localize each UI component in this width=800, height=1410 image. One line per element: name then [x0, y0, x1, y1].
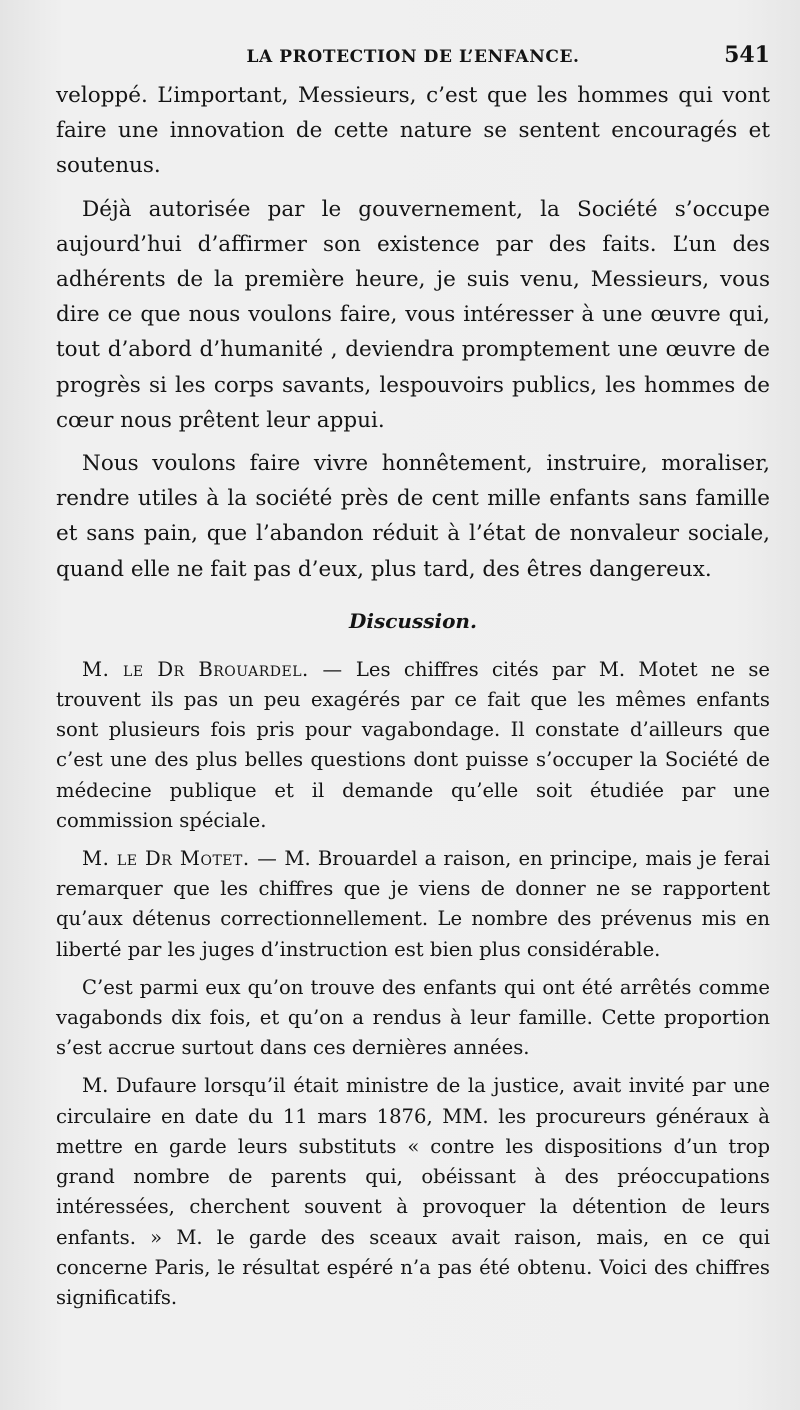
discussion-heading: Discussion. — [349, 608, 477, 633]
speaker-brouardel: M. le Dr Brouardel. — — [82, 657, 343, 681]
page-header — [56, 42, 770, 78]
discussion-paragraph-dufaure: M. Dufaure lorsqu’il était ministre de la justice, avait invité par une circulaire en date du 11 mars 1876, MM. les procureurs généraux à mettre en garde leurs substituts « contre les dispositions d’un trop grand nombre de parents qui, obéissant à des préoccupations intéressées, cherchent souvent à provoquer la détention de leurs enfants. » M. le garde des sceaux avait raison, mais, en ce qui concerne Paris, le résultat espéré n’a pas été obtenu. Voici des chiffres significatifs. — [56, 1074, 770, 1309]
speaker-motet: M. le Dr Motet. — — [82, 847, 278, 871]
discussion-motet — [56, 844, 770, 965]
running-head: LA PROTECTION DE L’ENFANCE. — [246, 47, 580, 67]
paragraph-continuation: veloppé. L’important, Messieurs, c’est que les hommes qui vont faire une innovation de cette nature se sentent encouragés et soutenus. — [56, 83, 770, 179]
discussion-brouardel — [56, 655, 770, 836]
discussion-brouardel-text: Les chiffres cités par M. Motet ne se trouvent ils pas un peu exagérés par ce fait que les mêmes enfants sont plusieurs fois pris pour vagabondage. Il constate d’ailleurs que c’est une des plus belles questions dont puisse s’occuper la Société de médecine publique et il demande qu’elle soit étudiée par une commission spéciale. — [56, 657, 770, 832]
paragraph-society: Déjà autorisée par le gouvernement, la Société s’occupe aujourd’hui d’affirmer son existence par des faits. L’un des adhérents de la première heure, je suis venu, Messieurs, vous dire ce que nous voulons faire, vous intéresser à une œuvre qui, tout d’abord d’humanité , deviendra promptement une œuvre de progrès si les corps savants, lespouvoirs publics, les hommes de cœur nous prêtent leur appui. — [56, 196, 770, 433]
paragraph-goals: Nous voulons faire vivre honnêtement, instruire, moraliser, rendre utiles à la société près de cent mille enfants sans famille et sans pain, que l’abandon réduit à l’état de nonvaleur sociale, quand elle ne fait pas d’eux, plus tard, des êtres dangereux. — [56, 451, 770, 582]
discussion-paragraph-repeat-offenders: C’est parmi eux qu’on trouve des enfants qui ont été arrêtés comme vagabonds dix fois, et qu’on a rendus à leur famille. Cette proportion s’est accrue surtout dans ces dernières années. — [56, 975, 770, 1060]
page-number: 541 — [724, 42, 770, 68]
discussion-motet-text: M. Brouardel a raison, en principe, mais je ferai remarquer que les chiffres que je viens de donner ne se rapportent qu’aux détenus correctionnellement. Le nombre des prévenus mis en liberté par les juges d’instruction est bien plus considérable. — [56, 847, 771, 961]
